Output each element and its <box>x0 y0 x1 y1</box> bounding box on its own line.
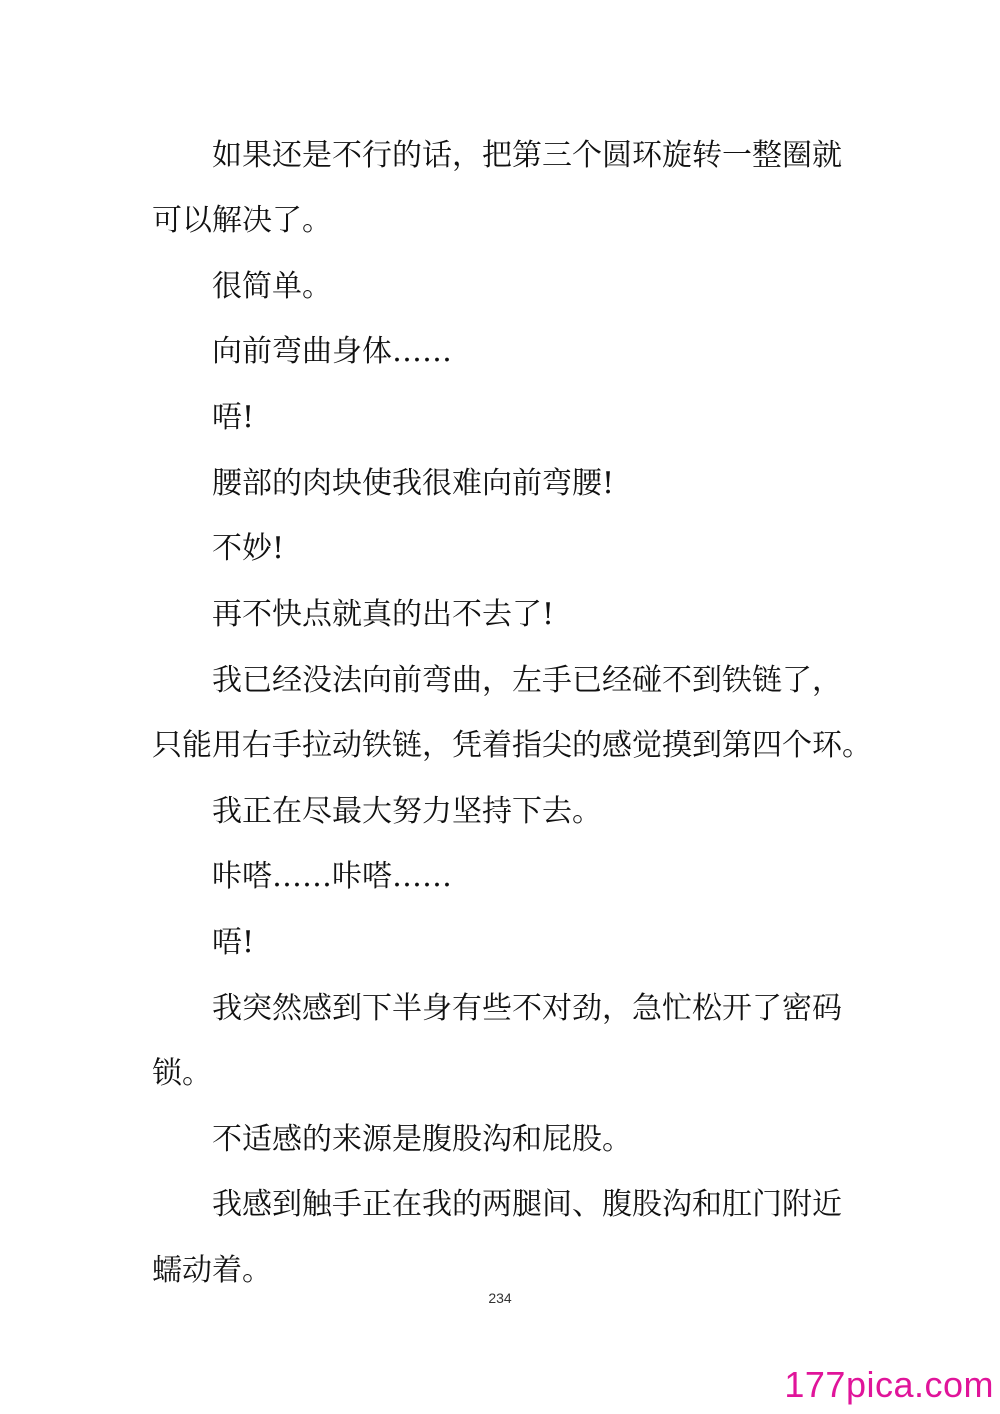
watermark-text: 177pica.com <box>784 1364 994 1405</box>
text-line-5: 唔! <box>212 400 255 435</box>
text-line-11: 我正在尽最大努力坚持下去。 <box>212 794 602 829</box>
text-line-15: 锁。 <box>152 1056 212 1091</box>
text-line-10: 只能用右手拉动铁链，凭着指尖的感觉摸到第四个环。 <box>152 728 872 763</box>
text-line-14: 我突然感到下半身有些不对劲，急忙松开了密码 <box>212 991 842 1026</box>
text-line-4: 向前弯曲身体…… <box>212 334 452 369</box>
text-line-12: 咔嗒……咔嗒…… <box>212 859 452 894</box>
text-line-2: 可以解决了。 <box>152 203 332 238</box>
text-line-6: 腰部的肉块使我很难向前弯腰! <box>212 466 615 501</box>
text-line-16: 不适感的来源是腹股沟和屁股。 <box>212 1122 632 1157</box>
text-line-7: 不妙! <box>212 531 285 566</box>
page-number: 234 <box>488 1290 512 1306</box>
text-line-18: 蠕动着。 <box>152 1253 272 1288</box>
text-line-17: 我感到触手正在我的两腿间、腹股沟和肛门附近 <box>212 1187 842 1222</box>
text-line-13: 唔! <box>212 925 255 960</box>
text-line-9: 我已经没法向前弯曲，左手已经碰不到铁链了， <box>212 663 842 698</box>
text-line-8: 再不快点就真的出不去了! <box>212 597 555 632</box>
text-line-1: 如果还是不行的话，把第三个圆环旋转一整圈就 <box>212 138 842 173</box>
text-line-3: 很简单。 <box>212 269 332 304</box>
